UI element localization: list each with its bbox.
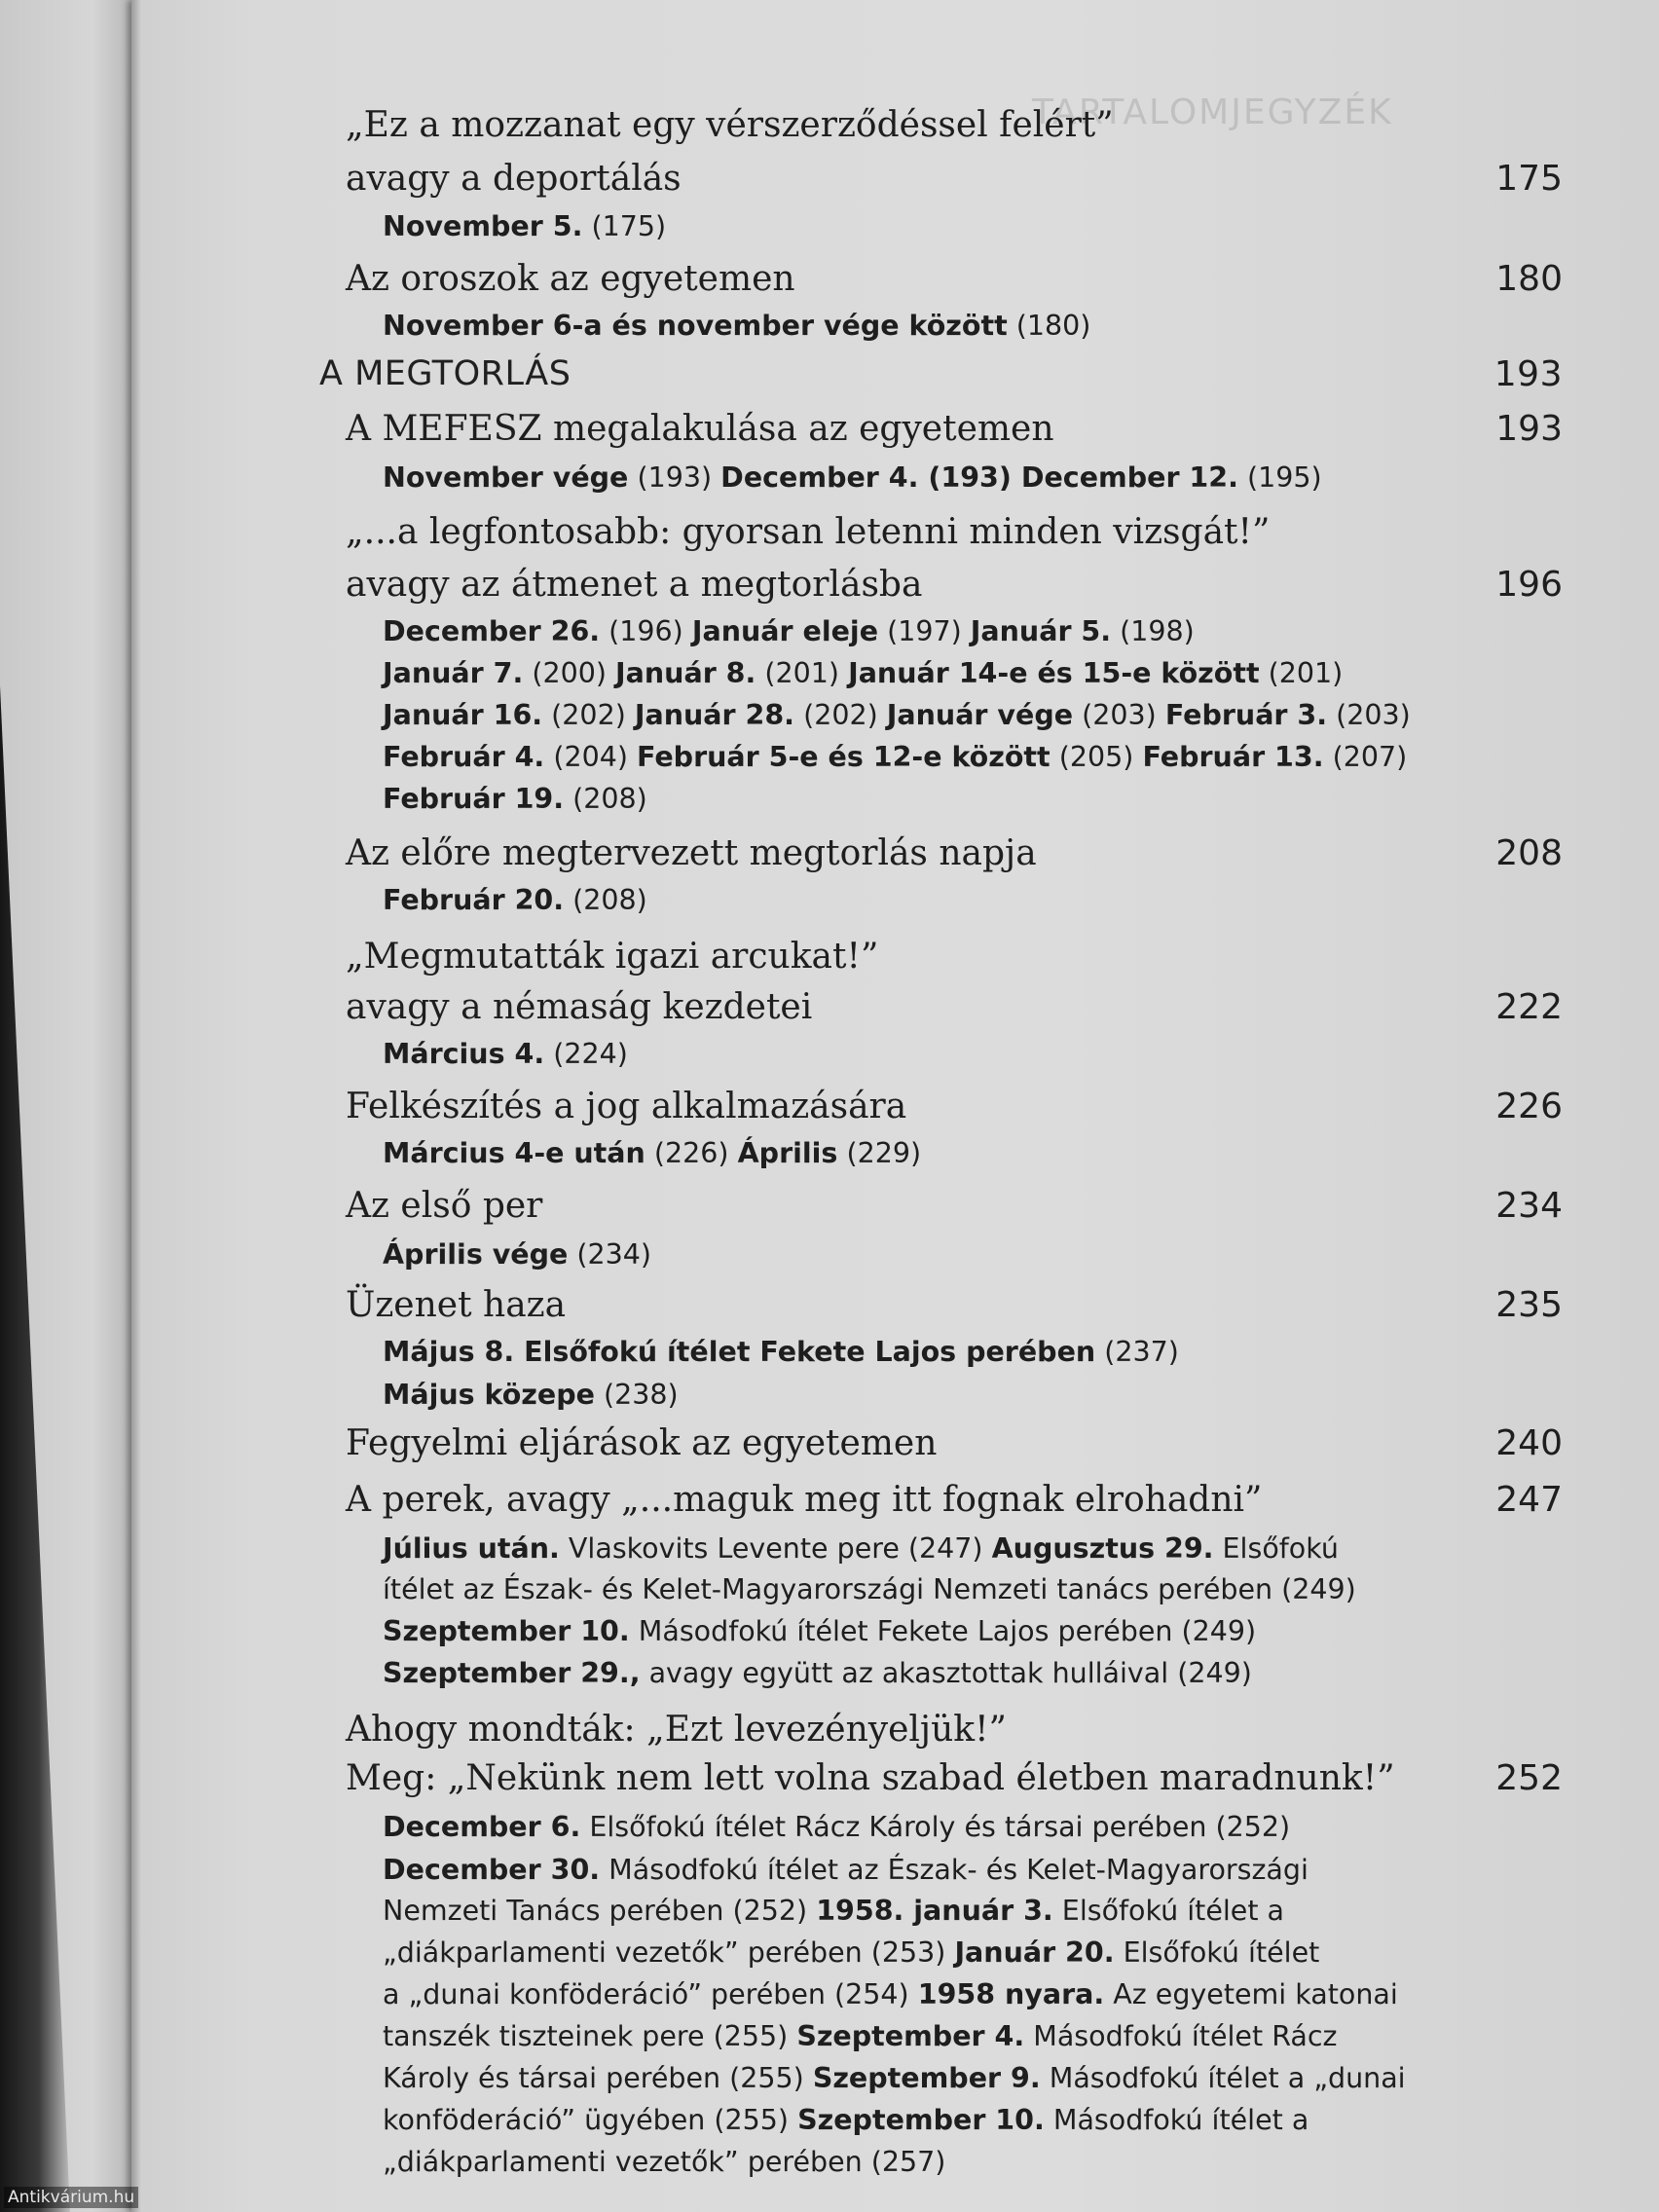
toc-title-line: Felkészítés a jog alkalmazására (346, 1087, 907, 1126)
subentry-text: „diákparlamenti vezetők” perében (257) (383, 2146, 946, 2178)
toc-entry-title (346, 1285, 1563, 1325)
toc-subentries (383, 657, 1524, 689)
subentry-text: (208) (564, 783, 647, 815)
toc-subentries (383, 615, 1524, 647)
subentry-date: Április (737, 1137, 838, 1169)
subentry-text: Másodfokú ítélet Rácz (1024, 2020, 1338, 2052)
toc-subentries (383, 2146, 1524, 2178)
toc-title-line: „...a legfontosabb: gyorsan letenni minden vizsgát!” (346, 512, 1271, 552)
subentry-text: (201) (1259, 657, 1344, 689)
section-title: A MEGTORLÁS (319, 354, 571, 393)
toc-subentries (383, 1936, 1524, 1969)
toc-title-line: Az oroszok az egyetemen (346, 259, 795, 299)
subentry-date: Január 20. (954, 1936, 1115, 1969)
toc-subentries (383, 210, 1524, 242)
toc-title-line: Meg: „Nekünk nem lett volna szabad életben maradnunk!” (346, 1758, 1395, 1798)
table-of-contents (319, 0, 1563, 2212)
page-number: 208 (1495, 833, 1563, 873)
subentry-text: Elsőfokú ítélet (1114, 1936, 1320, 1969)
toc-subentries (383, 461, 1524, 494)
subentry-text: Másodfokú ítélet a (1044, 2104, 1309, 2136)
page-number: 252 (1495, 1758, 1563, 1798)
toc-title-line: „Ez a mozzanat egy vérszerződéssel felért” (346, 105, 1114, 145)
subentry-date: November vége (383, 461, 629, 494)
toc-subentries (383, 310, 1524, 342)
toc-subentries (383, 1895, 1524, 1927)
subentry-text: (229) (837, 1137, 922, 1169)
page-number: 247 (1495, 1480, 1563, 1520)
subentry-date: Január 8. (615, 657, 756, 689)
subentry-text: (201) (756, 657, 849, 689)
toc-subentries (383, 2104, 1524, 2136)
subentry-date: Szeptember 9. (812, 2062, 1041, 2094)
subentry-text: Károly és társai perében (255) (383, 2062, 813, 2094)
toc-subentries (383, 1038, 1524, 1070)
subentry-text: (237) (1095, 1336, 1179, 1368)
subentry-text: (197) (878, 615, 971, 647)
subentry-date: Január 16. (383, 699, 543, 731)
toc-entry-title (346, 1758, 1563, 1798)
toc-title-line: Ahogy mondták: „Ezt levezényeljük!” (346, 1710, 1007, 1750)
subentry-date: Szeptember 10. (383, 1615, 630, 1647)
toc-subentries (383, 1811, 1524, 1843)
subentry-date: Május közepe (383, 1379, 595, 1411)
subentry-text: tanszék tiszteinek pere (255) (383, 2020, 797, 2052)
page-number: 175 (1495, 159, 1563, 199)
subentry-text: ítélet az Észak- és Kelet-Magyarországi Nemzeti tanács perében (249) (383, 1573, 1356, 1605)
subentry-text: (202) (794, 699, 887, 731)
subentry-text: Nemzeti Tanács perében (252) (383, 1895, 817, 1927)
toc-subentries (383, 1137, 1524, 1169)
subentry-date: Május 8. Elsőfokú ítélet Fekete Lajos perében (383, 1336, 1096, 1368)
subentry-text: (180) (1007, 310, 1091, 342)
toc-subentries (383, 699, 1524, 731)
toc-title-line: avagy az átmenet a megtorlásba (346, 565, 923, 605)
subentry-text: „diákparlamenti vezetők” perében (253) (383, 1936, 955, 1969)
toc-title-line: Az előre megtervezett megtorlás napja (346, 833, 1037, 873)
subentry-text: a „dunai konföderáció” perében (254) (383, 1978, 918, 2010)
subentry-text: Elsőfokú ítélet a (1052, 1895, 1285, 1927)
subentry-date: Január 14-e és 15-e között (848, 657, 1260, 689)
toc-subentries (383, 741, 1524, 773)
page-number: 240 (1495, 1423, 1563, 1463)
toc-entry-title (346, 833, 1563, 873)
toc-subentries (383, 1854, 1524, 1886)
section-heading (319, 354, 1563, 393)
page-number: 193 (1493, 354, 1563, 394)
subentry-date: Január eleje (691, 615, 879, 647)
toc-title-line: avagy a némaság kezdetei (346, 987, 813, 1027)
page-gutter (131, 0, 141, 2212)
subentry-text: Másodfokú ítélet az Észak- és Kelet-Magyarországi (600, 1854, 1309, 1886)
watermark: Antikvárium.hu (4, 2187, 138, 2208)
page-number: 193 (1495, 409, 1563, 449)
subentry-date: Szeptember 4. (796, 2020, 1025, 2052)
subentry-text: (204) (544, 741, 638, 773)
toc-entry-title (346, 565, 1563, 605)
subentry-text: Vlaskovits Levente pere (247) (559, 1532, 992, 1565)
toc-title-line: „Megmutatták igazi arcukat!” (346, 937, 879, 977)
subentry-text: (200) (523, 657, 616, 689)
toc-title-line: Fegyelmi eljárások az egyetemen (346, 1423, 938, 1463)
subentry-date: Március 4. (383, 1038, 545, 1070)
subentry-date: Február 5-e és 12-e között (637, 741, 1051, 773)
subentry-date: Február 20. (383, 884, 565, 916)
subentry-text: (226) (645, 1137, 738, 1169)
toc-subentries (383, 2020, 1524, 2052)
toc-subentries (383, 783, 1524, 815)
page-number: 235 (1495, 1285, 1563, 1325)
show-through-text: TARTALOMJEGYZÉK (1032, 92, 1393, 132)
subentry-date: 1958. január 3. (816, 1895, 1053, 1927)
toc-subentries (383, 1615, 1524, 1647)
subentry-text: (193) (628, 461, 721, 494)
toc-entry-title (346, 1423, 1563, 1463)
subentry-date: Február 4. (383, 741, 545, 773)
toc-entry-title (346, 937, 1563, 977)
toc-entry-title (346, 1186, 1563, 1226)
subentry-text: avagy együtt az akasztottak hulláival (249) (640, 1657, 1252, 1689)
subentry-date: Január 28. (634, 699, 795, 731)
toc-subentries (383, 884, 1524, 916)
subentry-date: November 5. (383, 210, 583, 242)
toc-entry-title (346, 1480, 1563, 1520)
subentry-date: November 6-a és november vége között (383, 310, 1008, 342)
toc-subentries (383, 1336, 1524, 1368)
toc-entry-title (346, 105, 1563, 145)
subentry-date: Február 13. (1142, 741, 1324, 773)
toc-entry-title (346, 1710, 1563, 1750)
toc-entry-title (346, 409, 1563, 449)
toc-title-line: A perek, avagy „...maguk meg itt fognak elrohadni” (346, 1480, 1263, 1520)
toc-entry-title (346, 1087, 1563, 1126)
toc-entry-title (346, 987, 1563, 1027)
toc-title-line: A MEFESZ megalakulása az egyetemen (346, 409, 1054, 449)
subentry-text: (195) (1237, 461, 1322, 494)
subentry-text: Elsőfokú ítélet Rácz Károly és társai perében (252) (580, 1811, 1291, 1843)
page-number: 180 (1495, 259, 1563, 299)
toc-subentries (383, 1978, 1524, 2010)
subentry-text: (207) (1323, 741, 1408, 773)
subentry-date: Április vége (383, 1238, 569, 1271)
toc-entry-title (346, 259, 1563, 299)
page-number: 226 (1495, 1087, 1563, 1126)
toc-subentries (383, 1238, 1524, 1271)
subentry-date: December 6. (383, 1811, 581, 1843)
subentry-date: Szeptember 10. (797, 2104, 1045, 2136)
subentry-text: (208) (564, 884, 647, 916)
subentry-text: (203) (1073, 699, 1165, 731)
subentry-text: Másodfokú ítélet Fekete Lajos perében (249) (629, 1615, 1257, 1647)
toc-subentries (383, 2062, 1524, 2094)
subentry-date: Január 7. (383, 657, 524, 689)
subentry-date: Március 4-e után (383, 1137, 645, 1169)
page-number: 222 (1495, 987, 1563, 1027)
subentry-date: Február 19. (383, 783, 565, 815)
subentry-text: Másodfokú ítélet a „dunai (1040, 2062, 1406, 2094)
subentry-date: December 26. (383, 615, 601, 647)
toc-title-line: avagy a deportálás (346, 159, 682, 199)
subentry-text: (205) (1050, 741, 1143, 773)
subentry-text: (238) (594, 1379, 679, 1411)
subentry-date: 1958 nyara. (917, 1978, 1105, 2010)
subentry-date: December 4. (193) December 12. (720, 461, 1238, 494)
subentry-text: (175) (582, 210, 667, 242)
toc-entry-title (346, 512, 1563, 552)
subentry-date: Január 5. (970, 615, 1112, 647)
toc-title-line: Üzenet haza (346, 1285, 567, 1325)
subentry-date: Július után. (383, 1532, 560, 1565)
toc-subentries (383, 1657, 1524, 1689)
subentry-text: (234) (568, 1238, 652, 1271)
subentry-date: December 30. (383, 1854, 601, 1886)
toc-title-line: Az első per (346, 1186, 543, 1226)
toc-subentries (383, 1573, 1524, 1605)
page-number: 196 (1495, 565, 1563, 605)
subentry-text: (224) (544, 1038, 628, 1070)
subentry-date: Augusztus 29. (991, 1532, 1214, 1565)
page-number: 234 (1495, 1186, 1563, 1226)
subentry-date: Szeptember 29., (383, 1657, 641, 1689)
subentry-date: Január vége (886, 699, 1074, 731)
subentry-text: Az egyetemi katonai (1104, 1978, 1398, 2010)
subentry-text: (202) (542, 699, 635, 731)
subentry-text: konföderáció” ügyében (255) (383, 2104, 798, 2136)
subentry-text: (196) (600, 615, 692, 647)
subentry-text: (198) (1111, 615, 1195, 647)
subentry-date: Február 3. (1164, 699, 1328, 731)
toc-subentries (383, 1379, 1524, 1411)
subentry-text: (203) (1327, 699, 1411, 731)
subentry-text: Elsőfokú (1213, 1532, 1339, 1565)
toc-subentries (383, 1532, 1524, 1565)
toc-entry-title (346, 159, 1563, 199)
